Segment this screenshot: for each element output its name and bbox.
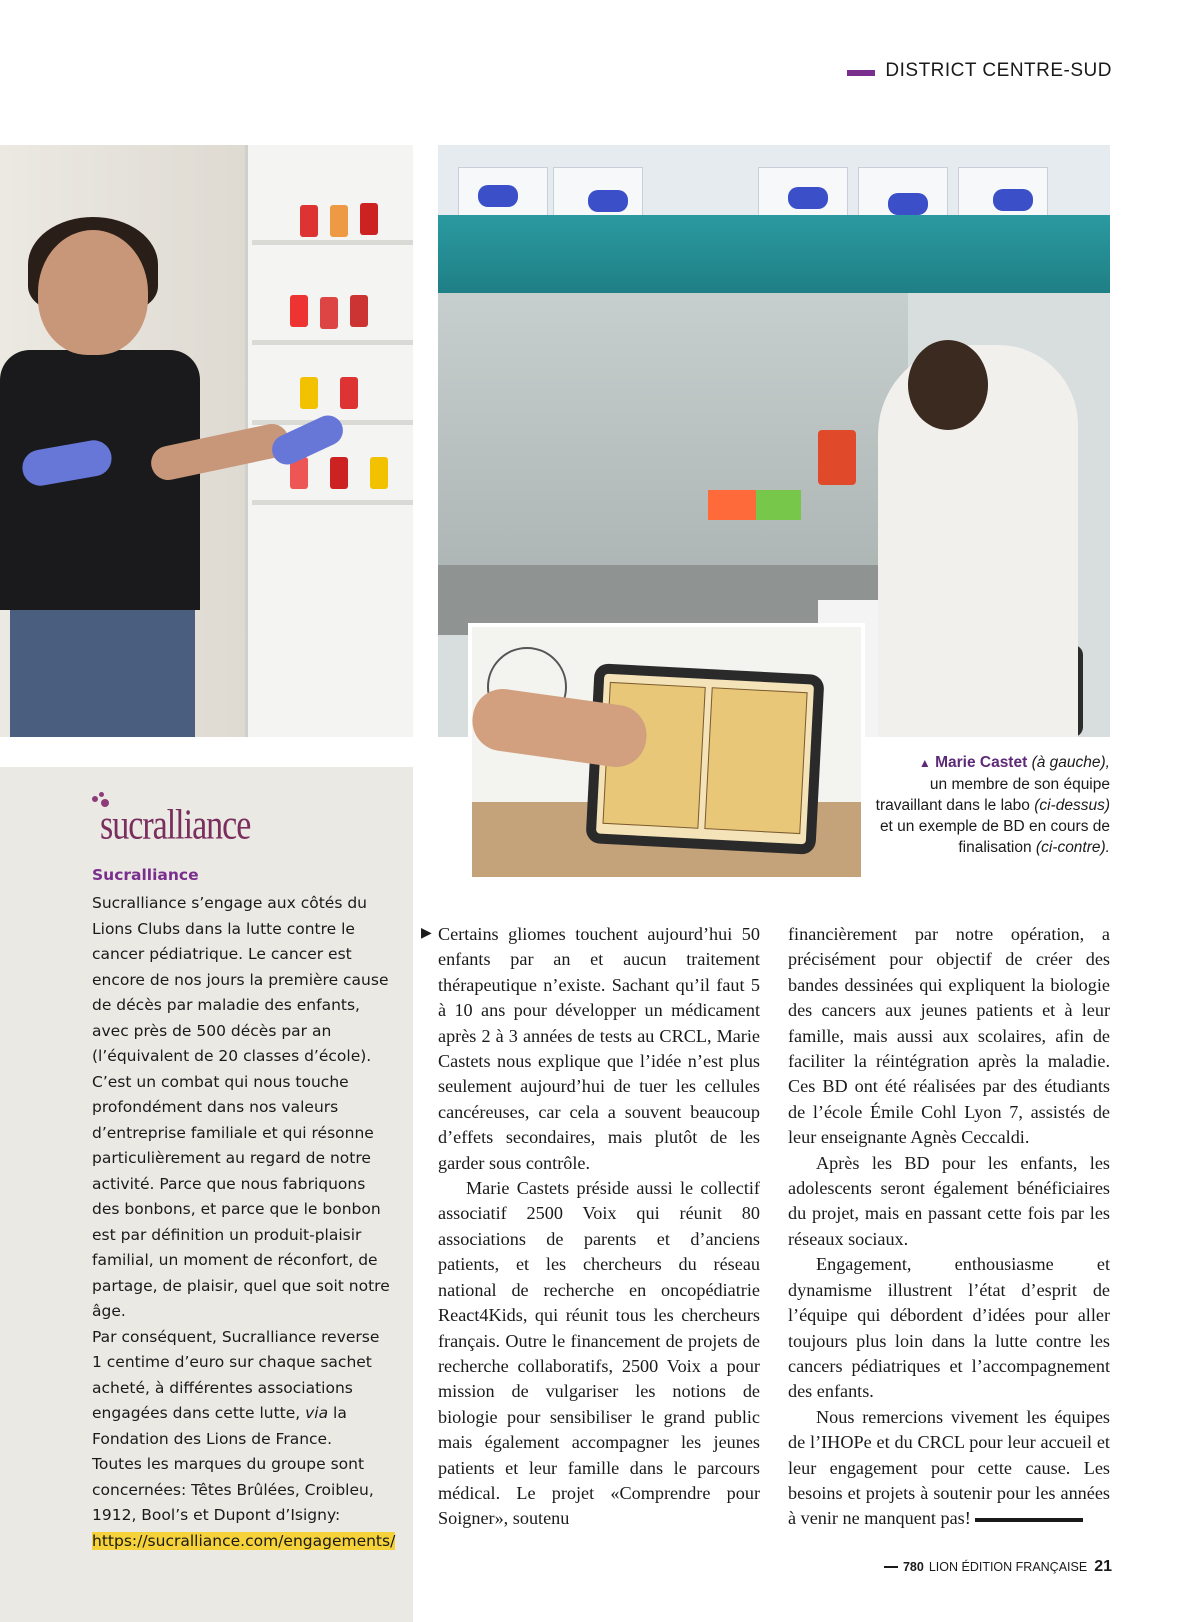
section-header bbox=[847, 60, 1112, 82]
photo-caption bbox=[850, 752, 1110, 858]
caption-name-note: (à gauche), bbox=[1031, 754, 1110, 771]
footer-publication: LION ÉDITION FRANÇAISE bbox=[928, 1560, 1088, 1574]
footer-issue: 780 bbox=[902, 1560, 924, 1574]
section-bar bbox=[847, 70, 875, 76]
sidebar-paragraph-2 bbox=[92, 1325, 392, 1453]
article-paragraph: financièrement par notre opération, a précisément pour objectif de créer des bandes dessinées qui expliquent la biologie des cancers aux jeunes patients et à leur famille, mais aussi aux scolaires, afin de faciliter la réintégration après la maladie. Ces BD ont été réalisées par des étudiants de l’école Émile Cohl Lyon 7, assistés de leur enseignante Agnès Ceccaldi. bbox=[788, 924, 1110, 1148]
section-label: DISTRICT CENTRE-SUD bbox=[885, 60, 1112, 81]
caption-line-3-note: (ci-dessus) bbox=[1034, 797, 1110, 814]
page-footer bbox=[884, 1558, 1112, 1576]
sidebar-paragraph-3 bbox=[92, 1452, 396, 1554]
logo-wordmark: sucralliance bbox=[100, 802, 251, 849]
sidebar-paragraph-2a: Par conséquent, Sucralliance reverse 1 centime d’euro sur chaque sachet acheté, à différentes associations engagées dans cette lutte, bbox=[92, 1327, 380, 1422]
article-final-text: Nous remercions vivement les équipes de l’IHOPe et du CRCL pour leur accueil et leur engagement pour cette cause. Les besoins et projets à soutenir pour les années à venir ne manquent pas! bbox=[788, 1406, 1110, 1529]
sucralliance-logo bbox=[92, 792, 251, 852]
article-column-2 bbox=[788, 922, 1110, 1532]
sucralliance-link[interactable]: https://sucralliance.com/engagements/ bbox=[92, 1531, 396, 1550]
photo-marie-castet bbox=[0, 145, 413, 737]
article-start-arrow-icon: ▶ bbox=[421, 925, 432, 941]
caption-line-3: travaillant dans le labo bbox=[875, 797, 1035, 814]
page-number: 21 bbox=[1094, 1558, 1112, 1575]
photo-comic-tablet bbox=[468, 623, 865, 881]
footer-dash bbox=[884, 1566, 898, 1568]
sidebar-paragraph-2b: la Fondation des Lions de France. bbox=[92, 1404, 347, 1448]
article-paragraph-final bbox=[788, 1405, 1110, 1532]
end-rule bbox=[975, 1518, 1083, 1522]
caption-line-5-note: (ci-contre). bbox=[1035, 839, 1110, 856]
sidebar-paragraph-3-text: Toutes les marques du groupe sont concernées: Têtes Brûlées, Croibleu, 1912, Bool’s et Dupont d’Isigny: bbox=[92, 1455, 374, 1524]
sidebar-body bbox=[92, 891, 396, 1554]
sidebar-title: Sucralliance bbox=[92, 866, 199, 884]
article-paragraph: Engagement, enthousiasme et dynamisme illustrent l’état d’esprit de l’équipe qui débordent d’idées pour aller toujours plus loin dans la lutte contre les cancers pédiatriques et l’accompagnement des enfants. bbox=[788, 1254, 1110, 1402]
caption-name: Marie Castet bbox=[935, 754, 1028, 771]
caption-line-4: et un exemple de BD en cours de bbox=[879, 818, 1110, 835]
caption-line-5: finalisation bbox=[958, 839, 1036, 856]
sidebar-paragraph-1: Sucralliance s’engage aux côtés du Lions Clubs dans la lutte contre le cancer pédiatrique. Le cancer est encore de nos jours la première cause de décès par maladie des enfants, avec près de 500 décès par an (l’équivalent de 20 classes d’école). C’est un combat qui nous touche profondément dans nos valeurs d’entreprise familiale et qui résonne particulièrement au regard de notre activité. Parce que nous fabriquons des bonbons, et parce que le bonbon est par définition un produit-plaisir familial, un moment de réconfort, de partage, de plaisir, quel que soit notre âge. bbox=[92, 894, 390, 1320]
article-paragraph: Certains gliomes touchent aujourd’hui 50 enfants par an et aucun traitement thérapeutique n’existe. Sachant qu’il faut 5 à 10 ans pour développer un médicament après 2 à 3 années de tests au CRCL, Marie Castets nous explique que l’idée n’est plus seulement aujourd’hui de tuer les cellules cancéreuses, car cela a souvent beaucoup d’effets secondaires, mais plutôt de les garder sous contrôle. bbox=[438, 924, 760, 1173]
article-paragraph: Après les BD pour les enfants, les adolescents seront également bénéficiaires du projet, mais en passant cette fois par les réseaux sociaux. bbox=[788, 1152, 1110, 1249]
article-paragraph: Marie Castets préside aussi le collectif associatif 2500 Voix qui réunit 80 associations de parents et d’anciens patients, et les chercheurs du réseau national de recherche en oncopédiatrie React4Kids, qui réunit tous les chercheurs français. Outre le financement de projets de recherche collaboratifs, 2500 Voix a pour mission de vulgariser les notions de biologie pour sensibiliser le grand public mais également accompagner les jeunes patients et leur famille dans le parcours médical. Le projet «Comprendre pour Soigner», soutenu bbox=[438, 1178, 760, 1529]
article-column-1 bbox=[438, 922, 760, 1532]
sidebar-paragraph-2-via: via bbox=[305, 1404, 329, 1422]
caption-line-2: un membre de son équipe bbox=[929, 776, 1110, 793]
caption-triangle-icon: ▲ bbox=[918, 756, 931, 770]
